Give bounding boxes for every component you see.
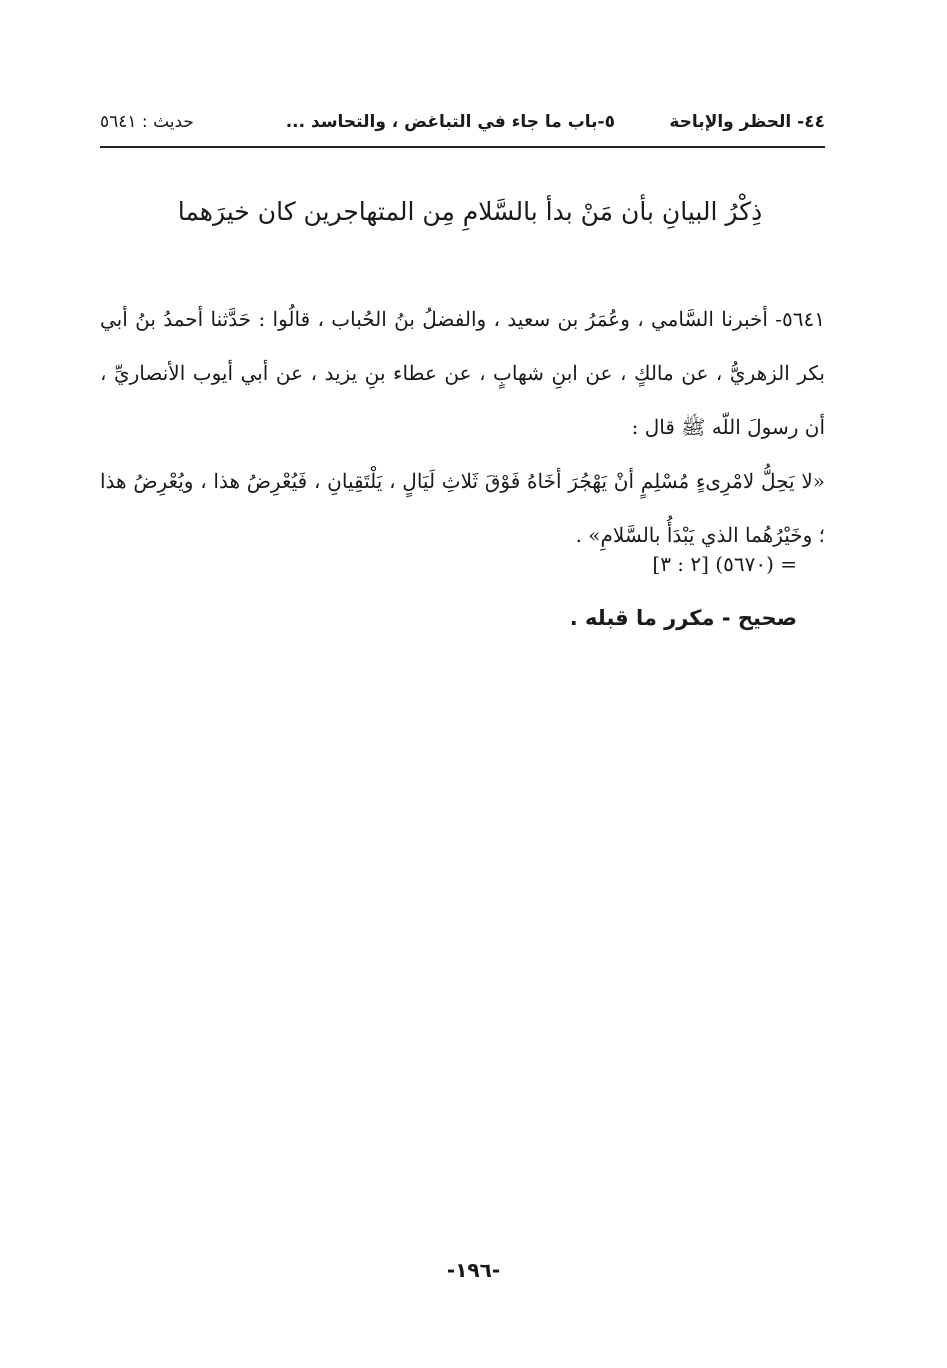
hadith-reference: حديث : ٥٦٤١ <box>100 112 194 132</box>
chapter-title: ٥-باب ما جاء في التباغض ، والتحاسد ... <box>285 112 615 132</box>
section-title: ذِكْرُ البيانِ بأن مَنْ بدأ بالسَّلامِ مِن المتهاجرين كان خيرَهما <box>177 197 763 226</box>
page-number: -١٩٦- <box>446 1258 501 1282</box>
running-header <box>100 106 825 140</box>
hadith-body <box>100 292 825 562</box>
grading-note: صحيح - مكرر ما قبله . <box>569 606 797 630</box>
matn-paragraph: «لا يَحِلُّ لامْرِىءٍ مُسْلِمٍ أنْ يَهْجُرَ أخَاهُ فَوْقَ ثَلاثِ لَيَالٍ ، يَلْتَقِيانِ ، فَيُعْرِضُ هذا ، ويُعْرِضُ هذا ؛ وخَيْرُهُما الذي يَبْدَأُ بالسَّلامِ» . <box>100 469 825 547</box>
book-title: ٤٤- الحظر والإباحة <box>669 112 825 132</box>
header-divider <box>100 146 825 148</box>
cross-reference: = (٥٦٧٠) [٢ : ٣] <box>652 552 797 576</box>
isnad-paragraph: ٥٦٤١- أخبرنا السَّامي ، وعُمَرُ بن سعيد ، والفضلُ بنُ الحُباب ، قالُوا : حَدَّثنا أحمدُ بنُ أبي بكر الزهريُّ ، عن مالكٍ ، عن ابنِ شهابٍ ، عن عطاء بنِ يزيد ، عن أبي أيوب الأنصاريِّ ، أن رسولَ اللّه ﷺ قال : <box>100 307 825 439</box>
